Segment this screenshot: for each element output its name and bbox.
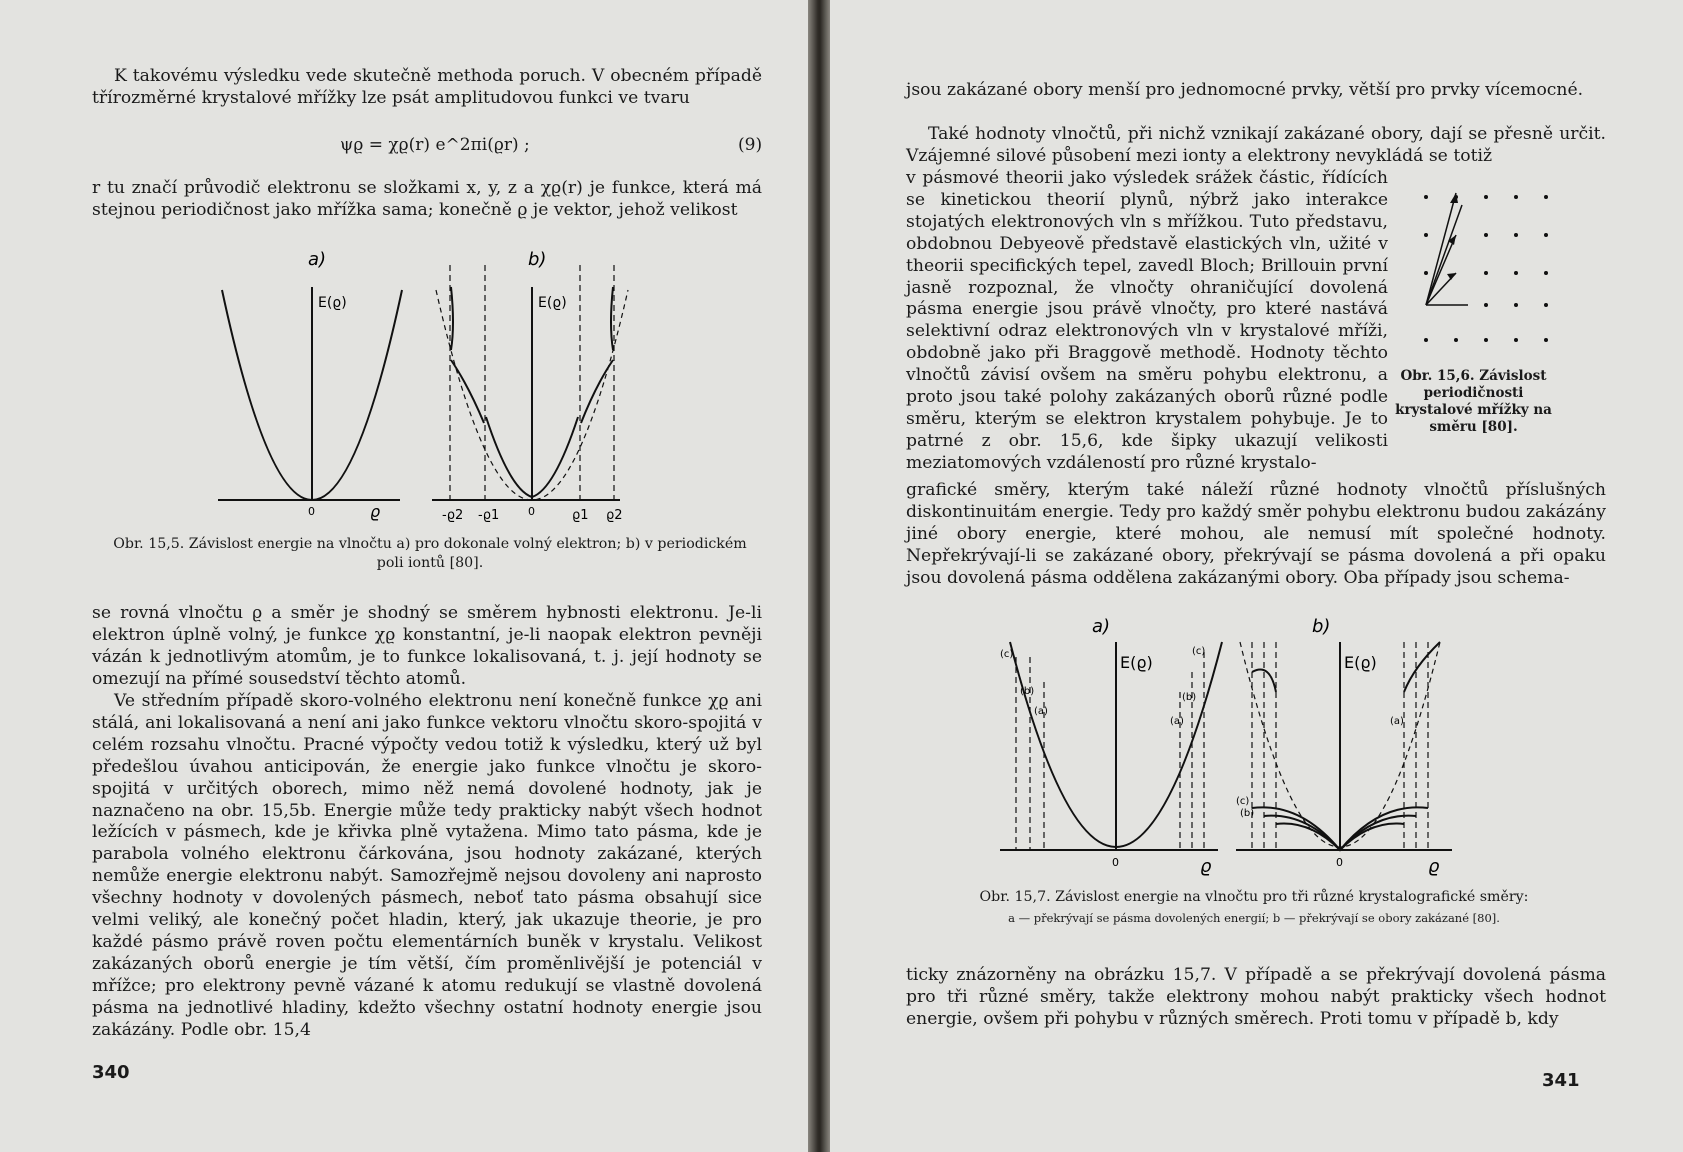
fig155b-axis-label: E(ϱ) — [538, 295, 567, 311]
fig157b-band-a: (a) — [1390, 716, 1404, 727]
fig155a-origin: 0 — [308, 505, 315, 518]
fig157a-band-a: (a) — [1034, 706, 1048, 717]
equation-9: ψϱ = χϱ(r) e^2πi(ϱr) ; — [340, 135, 530, 155]
fig157-label-b: b) — [1312, 616, 1331, 637]
fig155b-origin: 0 — [528, 505, 535, 518]
fig157a-band-c-right: (c) — [1192, 646, 1206, 657]
fig157a-axis-label: E(ϱ) — [1120, 653, 1153, 672]
left-para-2 — [92, 178, 762, 222]
right-text-band-theory: v pásmové theorii jako výsledek srážek částic, řídících se kinetickou theorií plynů, nýbrž jako interakce stojatých elektronových vln s mřížkou. Tuto představu, obdobnou Debyeově představě elastických vln, užité v theorii specifických tepel, zavedl Bloch; Brillouin první jasně rozpoznal, že vlnočty ohraničující dovolená pásma energie jsou právě vlnočty, pro které nastává selektivní odraz elektronových vln v krystalové mříži, obdobně jako při Braggově methodě. Hodnoty těchto vlnočtů závisí ovšem na směru pohybu elektronu, a proto jsou také polohy zakázaných oborů různé podle směru, kterým se elektron krystalem pohybuje. Je to patrné z obr. 15,6, kde šipky ukazují velikosti meziatomových vzdáleností pro různé krystalo- — [906, 168, 1388, 473]
fig155b-tick-2: -ϱ1 — [478, 508, 500, 523]
right-text-schematic: ticky znázorněny na obrázku 15,7. V případě a se překrývají dovolená pásma pro tři různé směry, takže elektrony mohou nabýt prakticky všech hodnot energie, ovšem při pohybu v různých směrech. Proti tomu v případě b, kdy — [906, 965, 1606, 1029]
fig157a-band-b: (b) — [1020, 686, 1035, 697]
right-para-3 — [906, 965, 1606, 1031]
left-text-wavenumber: se rovná vlnočtu ϱ a směr je shodný se směrem hybnosti elektronu. Je-li elektron úplně volný, je funkce χϱ konstantní, je-li naopak elektron pevněji vázán k jednotlivým atomům, je to funkce lokalisovaná, t. j. její hodnoty se omezují na přímé sousedství těchto atomů. — [92, 603, 762, 689]
fig155b-tick-1: -ϱ2 — [442, 508, 464, 523]
fig155a-axis-label: E(ϱ) — [318, 295, 347, 311]
right-para-2c — [906, 480, 1606, 590]
fig157-label-a: a) — [1092, 616, 1111, 637]
fig157a-band-a-right: (a) — [1170, 716, 1184, 727]
fig157b-rho: ϱ — [1428, 856, 1440, 877]
page-number-left: 340 — [92, 1062, 130, 1083]
fig155-label-b: b) — [528, 249, 547, 270]
right-text-forbidden: jsou zakázané obory menší pro jednomocné prvky, větší pro prvky vícemocné. — [906, 80, 1584, 100]
figure-15-7-subcaption: a — překrývají se pásma dovolených energií; b — překrývají se obory zakázané [80]. — [1008, 911, 1500, 925]
book-gutter — [808, 0, 830, 1152]
equation-number: (9) — [738, 135, 763, 155]
figure-15-6 — [1408, 185, 1608, 355]
fig155-label-a: a) — [308, 249, 327, 270]
left-page — [0, 0, 808, 1152]
right-page — [830, 0, 1683, 1152]
fig157a-band-b-right: (b) — [1182, 692, 1197, 703]
left-text-nearly-free: Ve středním případě skoro-volného elektronu není konečně funkce χϱ ani stálá, ani lokalisovaná a není ani jako funkce vektoru vlnočtu skoro-spojitá v celém rozsahu vlnočtu. Pracné výpočty vedou totiž k výsledku, který už byl předešlou úvahou anticipován, že energie jako funkce vlnočtu je skoro-spojitá v určitých oborech, mimo něž nemá dovolené hodnoty, jak je naznačeno na obr. 15,5b. Energie může tedy prakticky nabýt všech hodnot ležících v pásmech, kde je křivka plně vytažena. Mimo tato pásma, kde je parabola volného elektronu čárkována, jsou hodnoty zakázané, kterých nemůže energie elektronu nabýt. Samozřejmě nejsou dovoleny ani naprosto všechny hodnoty v dovolených pásmech, neboť tato pásma obsahují sice velmi veliký, ale konečný počet hladin, který, jak ukazuje theorie, je pro každé pásmo právě roven počtu elementárních buněk v krystalu. Velikost zakázaných oborů energie je tím větší, čím proměnlivější je potenciál v mřížce; pro elektrony pevně vázané k atomu redukují se vlastně dovolená pásma na jednotlivé hladiny, kdežto všechny ostatní hodnoty energie jsou zakázány. Podle obr. 15,4 — [92, 691, 762, 1040]
fig155b-tick-3: ϱ1 — [572, 508, 589, 523]
fig157a-band-c: (c) — [1000, 649, 1014, 660]
fig157b-band-c: (c) — [1236, 796, 1250, 807]
figure-15-7 — [1000, 612, 1520, 882]
page-number-right: 341 — [1542, 1070, 1580, 1091]
left-para-1 — [92, 66, 762, 110]
right-para-2a — [906, 124, 1606, 168]
figure-15-7-caption: Obr. 15,7. Závislost energie na vlnočtu pro tři různé krystalografické směry: — [979, 889, 1529, 905]
figure-15-6-caption: Obr. 15,6. Závislost periodičnosti krystalové mřížky na směru [80]. — [1395, 368, 1552, 435]
right-text-wavenumbers: Také hodnoty vlnočtů, při nichž vznikají zakázané obory, dají se přesně určit. Vzájemné silové působení mezi ionty a elektrony nevykládá se totiž — [906, 124, 1606, 166]
fig155b-tick-4: ϱ2 — [606, 508, 623, 523]
left-text-intro: K takovému výsledku vede skutečně methoda poruch. V obecném případě třírozměrné krystalové mřížky lze psát amplitudovou funkci ve tvaru — [92, 66, 762, 108]
fig157a-origin: 0 — [1112, 856, 1119, 869]
right-para-2b — [906, 168, 1388, 475]
fig157b-axis-label: E(ϱ) — [1344, 653, 1377, 672]
left-text-definition: r tu značí průvodič elektronu se složkami x, y, z a χϱ(r) je funkce, která má stejnou periodičnost jako mřížka sama; konečně ϱ je vektor, jehož velikost — [92, 178, 762, 220]
figure-15-5 — [210, 245, 640, 525]
figure-15-5-caption: Obr. 15,5. Závislost energie na vlnočtu a) pro dokonale volný elektron; b) v periodickém poli iontů [80]. — [113, 536, 747, 571]
fig157b-band-b: (b) — [1240, 808, 1255, 819]
fig155a-rho: ϱ — [370, 502, 381, 521]
right-text-directions: grafické směry, kterým také náleží různé hodnoty vlnočtů příslušných diskontinuitám energie. Tedy pro každý směr pohybu elektronu budou zakázány jiné obory energie, které mohou, ale nemusí mít společné hodnoty. Nepřekrývají-li se zakázané obory, překrývají se pásma dovolená a při opaku jsou dovolená pásma oddělena zakázanými obory. Oba případy jsou schema- — [906, 480, 1606, 588]
right-para-1 — [906, 80, 1606, 102]
left-para-3 — [92, 603, 762, 691]
left-para-4 — [92, 691, 762, 1042]
fig157b-origin: 0 — [1336, 856, 1343, 869]
fig157a-rho: ϱ — [1200, 856, 1212, 877]
